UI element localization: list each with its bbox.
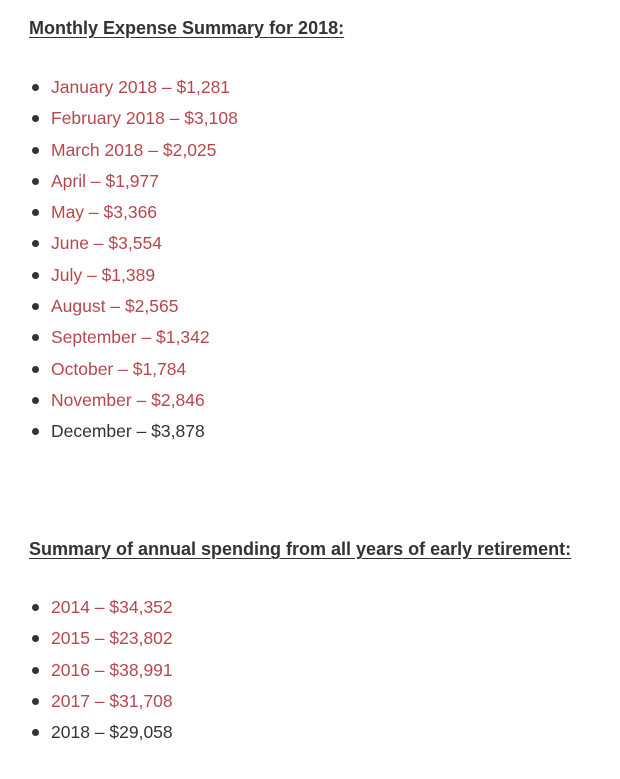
month-link[interactable]: August – $2,565 — [51, 296, 179, 317]
bullet-icon — [32, 147, 39, 154]
bullet-icon — [32, 240, 39, 247]
year-link[interactable]: 2014 – $34,352 — [51, 597, 173, 617]
monthly-summary-heading: Monthly Expense Summary for 2018: — [29, 18, 345, 38]
list-item[interactable] — [0, 324, 238, 355]
bullet-icon — [32, 209, 39, 216]
list-item[interactable] — [0, 293, 238, 324]
list-item[interactable] — [0, 262, 238, 293]
year-link[interactable]: 2016 – $38,991 — [51, 659, 173, 680]
monthly-expense-list — [0, 74, 238, 450]
bullet-icon — [32, 115, 39, 122]
list-item[interactable] — [0, 168, 238, 199]
list-item[interactable] — [0, 387, 238, 418]
bullet-icon — [32, 667, 39, 674]
month-text: December – $3,878 — [51, 421, 205, 442]
list-item[interactable] — [0, 356, 238, 387]
list-item[interactable] — [0, 657, 173, 688]
month-link[interactable]: November – $2,846 — [51, 389, 205, 410]
bullet-icon — [32, 178, 39, 185]
month-link[interactable]: February 2018 – $3,108 — [51, 108, 238, 129]
year-text: 2018 – $29,058 — [51, 722, 173, 743]
list-item[interactable] — [0, 688, 173, 719]
list-item[interactable] — [0, 74, 238, 105]
list-item — [0, 719, 173, 750]
bullet-icon — [32, 303, 39, 310]
month-link[interactable]: March 2018 – $2,025 — [51, 139, 217, 160]
list-item[interactable] — [0, 199, 238, 230]
month-link[interactable]: July – $1,389 — [51, 264, 156, 285]
list-item[interactable] — [0, 105, 238, 136]
list-item — [0, 418, 238, 449]
month-link[interactable]: April – $1,977 — [51, 170, 159, 191]
bullet-icon — [32, 366, 39, 373]
year-link[interactable]: 2015 – $23,802 — [51, 628, 173, 649]
bullet-icon — [32, 604, 39, 611]
month-link[interactable]: June – $3,554 — [51, 233, 162, 254]
bullet-icon — [32, 397, 39, 404]
annual-summary-heading: Summary of annual spending from all years of early retirement: — [29, 539, 572, 559]
bullet-icon — [32, 334, 39, 341]
month-link[interactable]: October – $1,784 — [51, 358, 187, 379]
list-item[interactable] — [0, 625, 173, 656]
month-link[interactable]: September – $1,342 — [51, 327, 210, 348]
annual-spending-list — [0, 594, 173, 750]
month-link[interactable]: May – $3,366 — [51, 202, 158, 223]
bullet-icon — [32, 428, 39, 435]
bullet-icon — [32, 698, 39, 705]
bullet-icon — [32, 272, 39, 279]
bullet-icon — [32, 84, 39, 91]
bullet-icon — [32, 729, 39, 736]
bullet-icon — [32, 635, 39, 642]
list-item[interactable] — [0, 230, 238, 261]
year-link[interactable]: 2017 – $31,708 — [51, 690, 173, 711]
list-item[interactable] — [0, 137, 238, 168]
list-item[interactable] — [0, 594, 173, 625]
month-link[interactable]: January 2018 – $1,281 — [51, 77, 231, 97]
